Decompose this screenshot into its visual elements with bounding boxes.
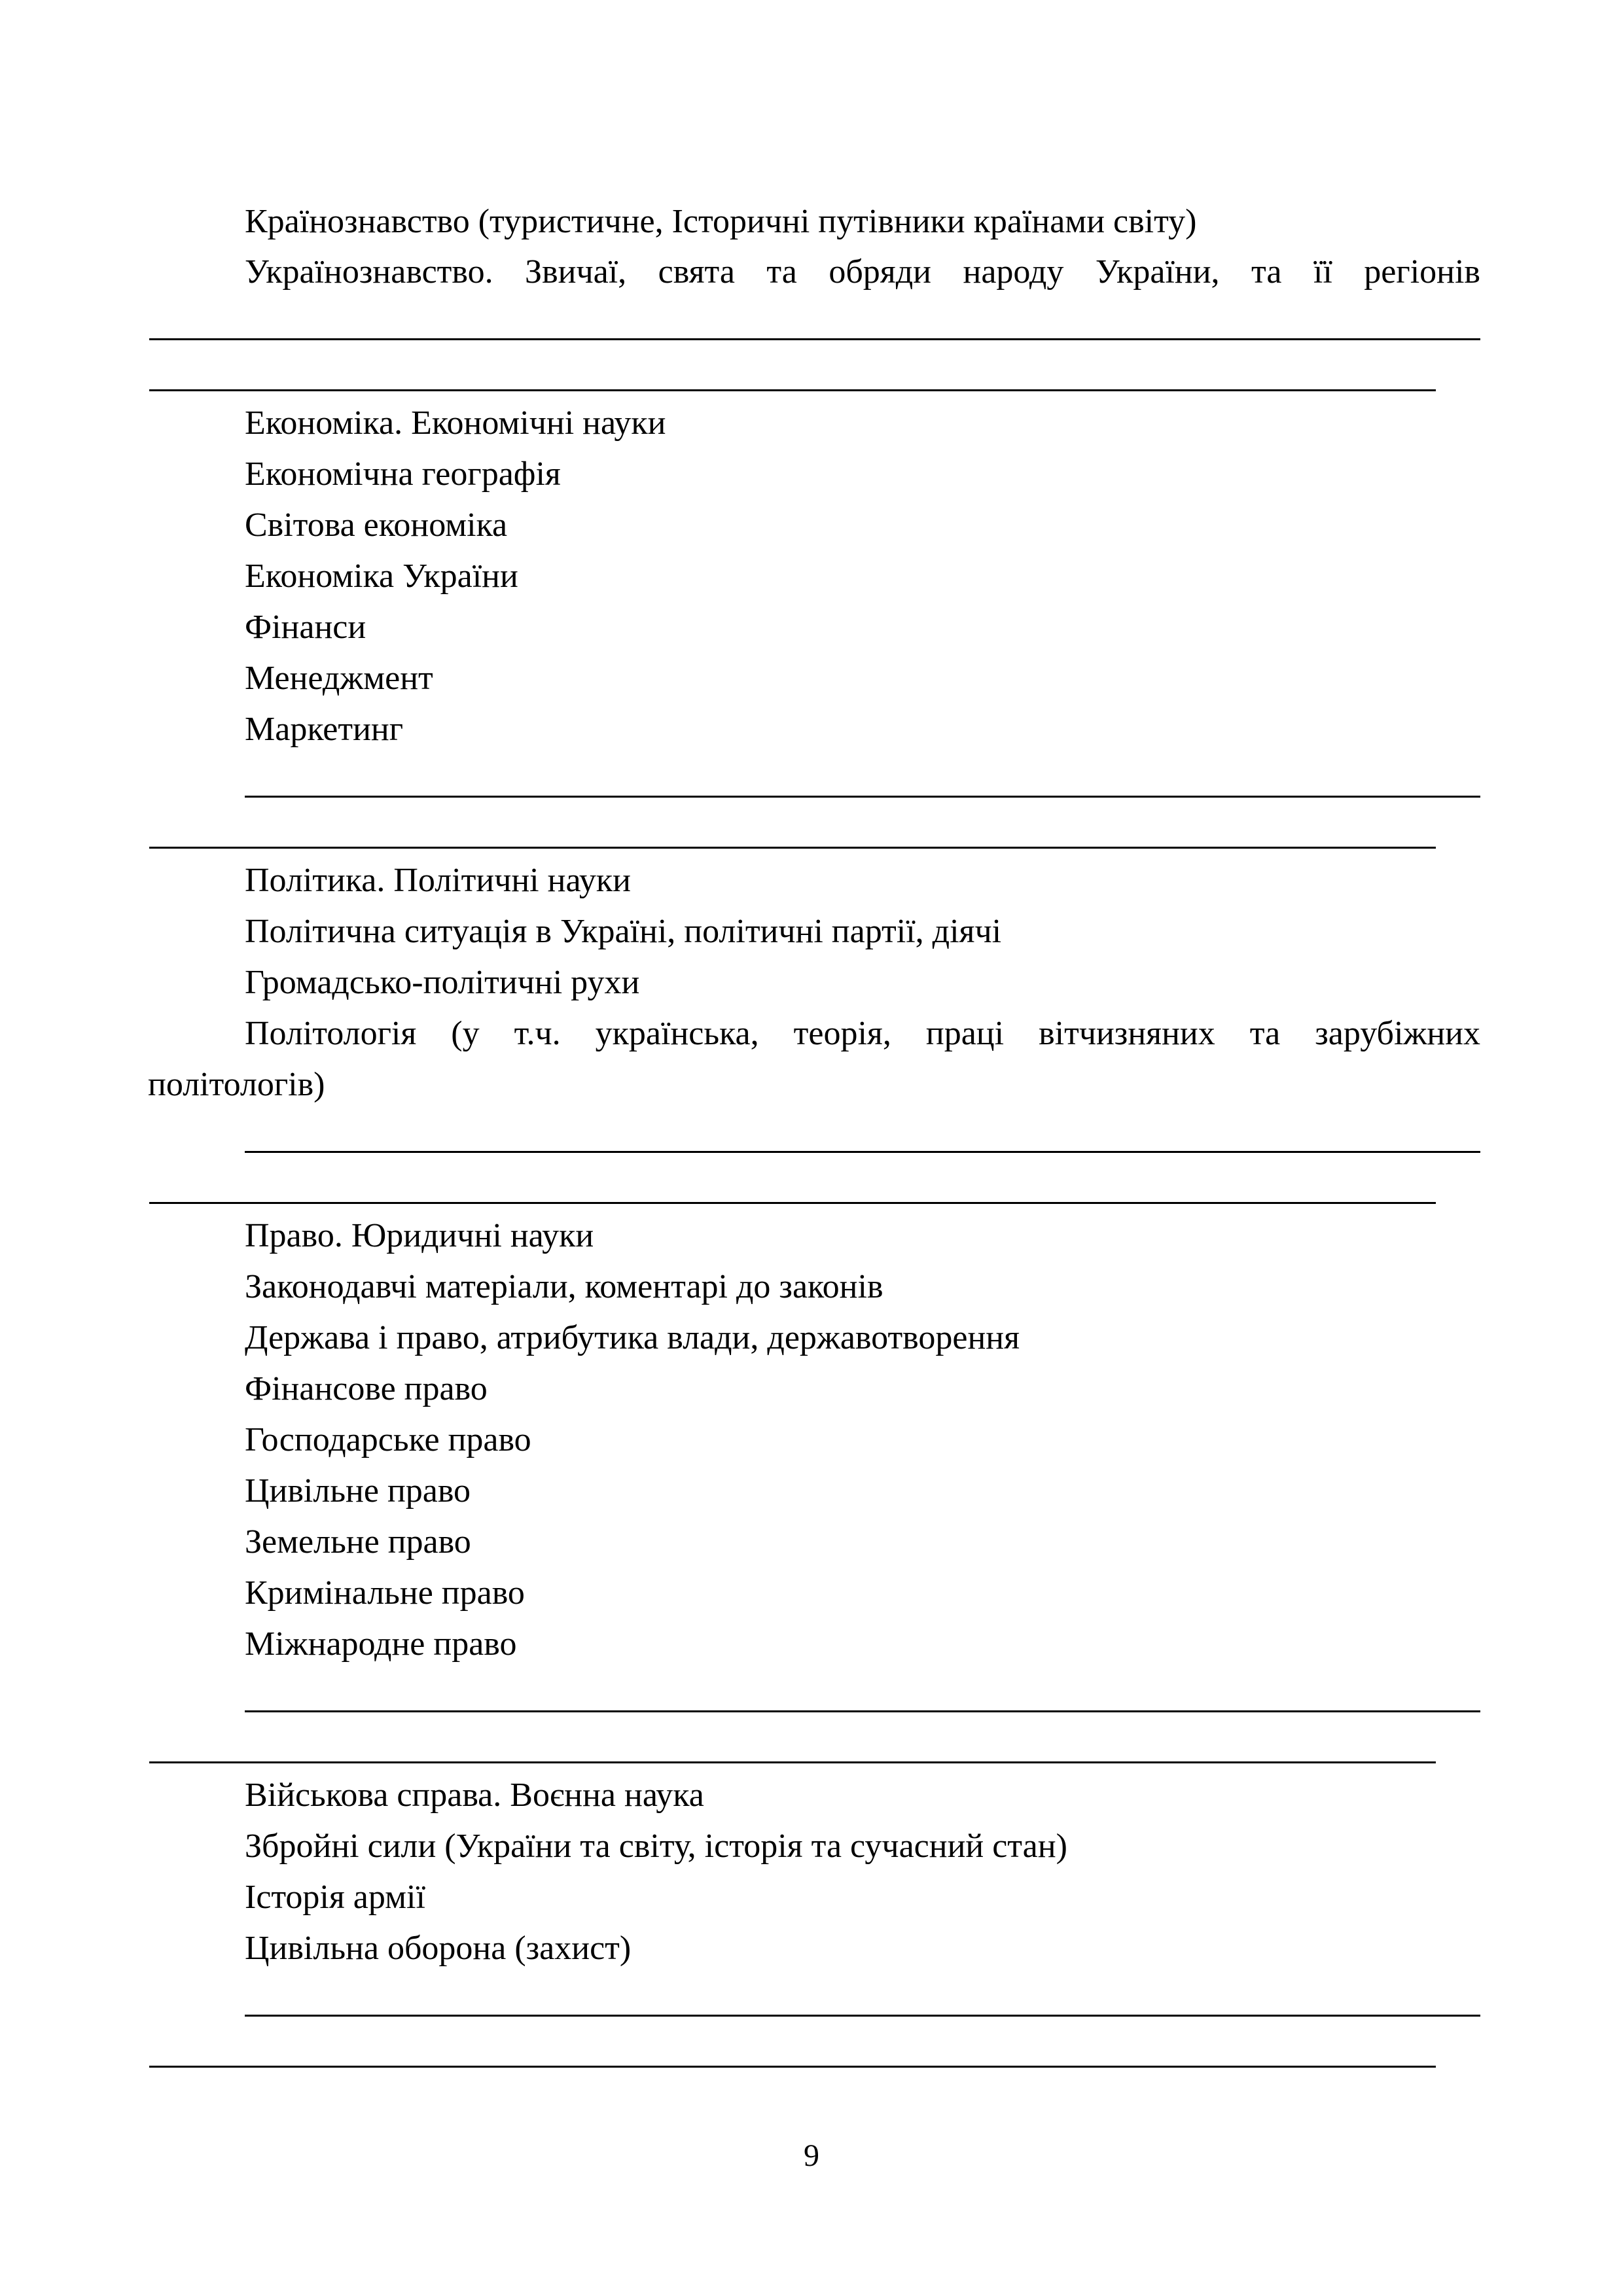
page-number: 9 bbox=[804, 2138, 819, 2173]
text-line: Маркетинг bbox=[245, 711, 404, 748]
section-heading: Військова справа. Воєнна наука bbox=[245, 1776, 704, 1814]
section-heading: Економіка. Економічні науки bbox=[245, 404, 666, 442]
text-line: Політологія (у т.ч. українська, теорія, праці вітчизняних та зарубіжних bbox=[245, 1015, 1480, 1052]
section-heading: Політика. Політичні науки bbox=[245, 862, 631, 899]
text-line: Цивільна оборона (захист) bbox=[245, 1930, 632, 1967]
text-line: Земельне право bbox=[245, 1523, 471, 1561]
blank-rule bbox=[245, 1151, 1480, 1153]
blank-rule bbox=[245, 1710, 1480, 1712]
blank-rule bbox=[149, 1761, 1436, 1763]
text-line: Збройні сили (України та світу, історія та сучасний стан) bbox=[245, 1828, 1067, 1865]
text-line: Кримінальне право bbox=[245, 1574, 525, 1612]
text-line: Фінанси bbox=[245, 609, 366, 646]
blank-rule bbox=[149, 338, 1480, 340]
text-line: Українознавство. Звичаї, свята та обряди народу України, та її регіонів bbox=[245, 253, 1480, 291]
text-line: Економічна географія bbox=[245, 455, 561, 493]
text-line: Фінансове право bbox=[245, 1370, 488, 1407]
text-line: Країнознавство (туристичне, Історичні путівники країнами світу) bbox=[245, 203, 1197, 240]
blank-rule bbox=[245, 2015, 1480, 2017]
text-line: Господарське право bbox=[245, 1421, 531, 1458]
text-line: політологів) bbox=[148, 1066, 325, 1103]
text-line: Законодавчі матеріали, коментарі до законів bbox=[245, 1268, 883, 1305]
text-line: Політична ситуація в Україні, політичні партії, діячі bbox=[245, 913, 1002, 950]
text-line: Міжнародне право bbox=[245, 1625, 517, 1663]
blank-rule bbox=[149, 1202, 1436, 1204]
text-line: Економіка України bbox=[245, 557, 518, 595]
text-line: Громадсько-політичні рухи bbox=[245, 964, 640, 1001]
blank-rule bbox=[149, 389, 1436, 391]
text-line: Історія армії bbox=[245, 1879, 425, 1916]
text-line: Держава і право, атрибутика влади, державотворення bbox=[245, 1319, 1020, 1356]
text-line: Світова економіка bbox=[245, 506, 508, 544]
text-line: Менеджмент bbox=[245, 660, 433, 697]
blank-rule bbox=[149, 2066, 1436, 2068]
section-heading: Право. Юридичні науки bbox=[245, 1217, 594, 1254]
text-line: Цивільне право bbox=[245, 1472, 471, 1510]
blank-rule bbox=[245, 796, 1480, 798]
blank-rule bbox=[149, 847, 1436, 849]
